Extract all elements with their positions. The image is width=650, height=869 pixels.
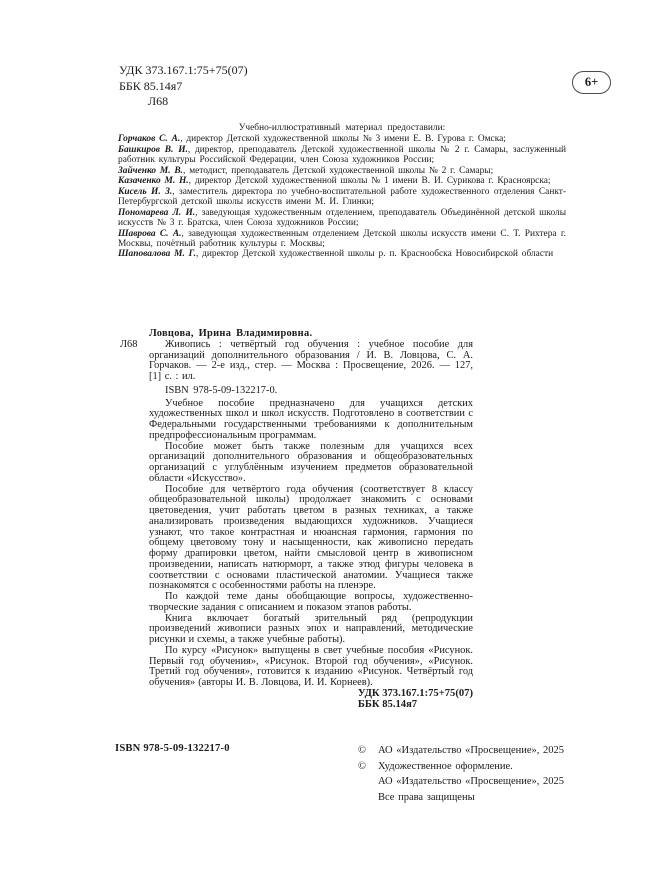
annotation-paragraph: Пособие для четвёртого года обучения (соответствует 8 классу общеобразовательной школы) продолжает знакомить с основами цветоведения, учит работать цветом в разных техниках, а также анализировать произведения выдающихся художников. Учащиеся узнают, что такое контрастная и нюансная гармония, гармония по общему цветовому тону и насыщенности, как живописно передать форму драпировки цветом, найти смысловой центр в живописном произведении, написать натюрморт, а также этюд фигуры человека в соответствии с основами пластической анатомии. Учащиеся также познакомятся с особенностями работы на пленэре.: [149, 483, 473, 592]
contributor-entry: [118, 166, 566, 176]
contributor-entry: [118, 134, 566, 144]
contributors-section: [118, 123, 566, 260]
copyright-block: [358, 743, 564, 806]
copyright-sign: [358, 790, 378, 806]
age-rating-badge: [572, 71, 611, 94]
copyright-sign: ©: [358, 760, 366, 772]
bbk-code: ББК 85.14я7: [119, 78, 183, 93]
contributor-entry: [118, 187, 566, 208]
copyright-text: Все права защищены: [378, 792, 475, 804]
udk-code: УДК 373.167.1:75+75(07): [119, 63, 248, 77]
contributor-role: , заведующая художественным отделением, преподаватель Объединённой детской школы искусств № 3 г. Братска, член Союза художников России;: [118, 207, 566, 229]
copyright-sign: ©: [358, 745, 366, 756]
contributor-entry: [118, 229, 566, 250]
copyright-line: [358, 743, 564, 759]
annotation-section: [149, 399, 473, 689]
annotation-paragraph: Учебное пособие предназначено для учащихся детских художественных школ и школ искусств. Подготовлено в соответствии с Федеральными государственными требованиями к дополнительным предпрофессиональным программам.: [149, 397, 473, 441]
copyright-line: [358, 774, 564, 790]
annotation-paragraph: По каждой теме даны обобщающие вопросы, художественно-творческие задания с описанием и показом этапов работы.: [149, 591, 473, 613]
contributor-name: Башкиров В. И.: [118, 144, 188, 155]
classification-codes-bottom: [149, 689, 473, 711]
author-sign-code: Л68: [148, 94, 169, 109]
contributor-name: Пономарева Л. И.: [118, 207, 196, 218]
footer-isbn: ISBN 978-5-09-132217-0: [115, 743, 230, 754]
udk-code-bottom: УДК 373.167.1:75+75(07): [357, 687, 473, 699]
contributor-name: Шаповалова М. Г.: [118, 249, 196, 260]
contributor-role: , директор Детской художественной школы № 3 имени Е. В. Гурова г. Омска;: [180, 134, 506, 145]
contributors-heading: Учебно-иллюстративный материал предоставили:: [238, 123, 446, 133]
catalog-isbn: ISBN 978-5-09-132217-0.: [165, 384, 278, 396]
contributor-entry: [118, 176, 566, 186]
copyright-line: [358, 790, 564, 806]
contributor-role: , заведующая художественным отделением Детской школы искусств имени С. Т. Рихтера г. Москвы, почётный работник культуры г. Москвы;: [118, 228, 566, 249]
age-rating-label: 6+: [584, 75, 599, 89]
copyright-text: АО «Издательство «Просвещение», 2025: [378, 776, 565, 788]
contributor-entry: [118, 249, 566, 259]
contributor-entry: [118, 145, 566, 166]
contributor-role: , директор Детской художественной школы № 1 имени В. И. Сурикова г. Красноярска;: [188, 176, 551, 187]
copyright-text: Художественное оформление.: [378, 760, 513, 772]
catalog-description: Живопись : четвёртый год обучения : учебное пособие для организаций дополнительного образования / И. В. Ловцова, С. А. Горчаков. — 2-е изд., стер. — Москва : Просвещение, 2026. — 127, [1] с. : ил.: [149, 338, 473, 382]
copyright-text: АО «Издательство «Просвещение», 2025: [378, 745, 565, 756]
contributor-role: , директор, преподаватель Детской художественной школы № 2 г. Самары, заслуженный работник культуры Российской Федерации, член Союза художников России;: [118, 144, 567, 166]
contributor-entry: [118, 208, 566, 229]
contributor-name: Кисель И. З.: [118, 186, 173, 197]
catalog-author-heading: Ловцова, Ирина Владимировна.: [149, 328, 313, 339]
contributor-name: Шаврова С. А.: [118, 228, 182, 239]
copyright-sign: [358, 774, 378, 790]
annotation-paragraph: По курсу «Рисунок» выпущены в свет учебные пособия «Рисунок. Первый год обучения», «Рисунок. Второй год обучения», «Рисунок. Третий год обучения», готовится к изданию «Рисунок. Четвёртый год обучения» (авторы И. В. Ловцова, И. И. Корнеев).: [149, 644, 473, 688]
contributor-role: , заместитель директора по учебно-воспитательной работе художественного отделения Санкт-Петербургской детской школы искусств имени М. И. Глинки;: [118, 186, 566, 208]
annotation-paragraph: Пособие может быть также полезным для учащихся всех организаций дополнительного образования и общеобразовательных организаций с углублённым изучением предметов образовательной области «Искусство».: [149, 440, 473, 484]
contributor-name: Казаченко М. Н.: [118, 176, 189, 187]
bbk-code-bottom: ББК 85.14я7: [357, 698, 418, 710]
annotation-paragraph: Книга включает богатый зрительный ряд (репродукции произведений живописи разных эпох и направлений, методические рисунки и схемы, а также учебные работы).: [149, 612, 473, 645]
catalog-card: [120, 328, 473, 711]
contributor-role: , директор Детской художественной школы р. п. Краснообска Новосибирской области: [195, 249, 554, 260]
contributor-name: Горчаков С. А.: [118, 134, 181, 145]
copyright-line: [358, 759, 564, 775]
contributor-name: Зайченко М. В.: [118, 165, 184, 176]
contributor-role: , методист, преподаватель Детской художественной школы № 2 г. Самары;: [183, 165, 494, 176]
margin-author-sign: Л68: [120, 339, 138, 350]
classification-codes-top: [119, 63, 248, 110]
